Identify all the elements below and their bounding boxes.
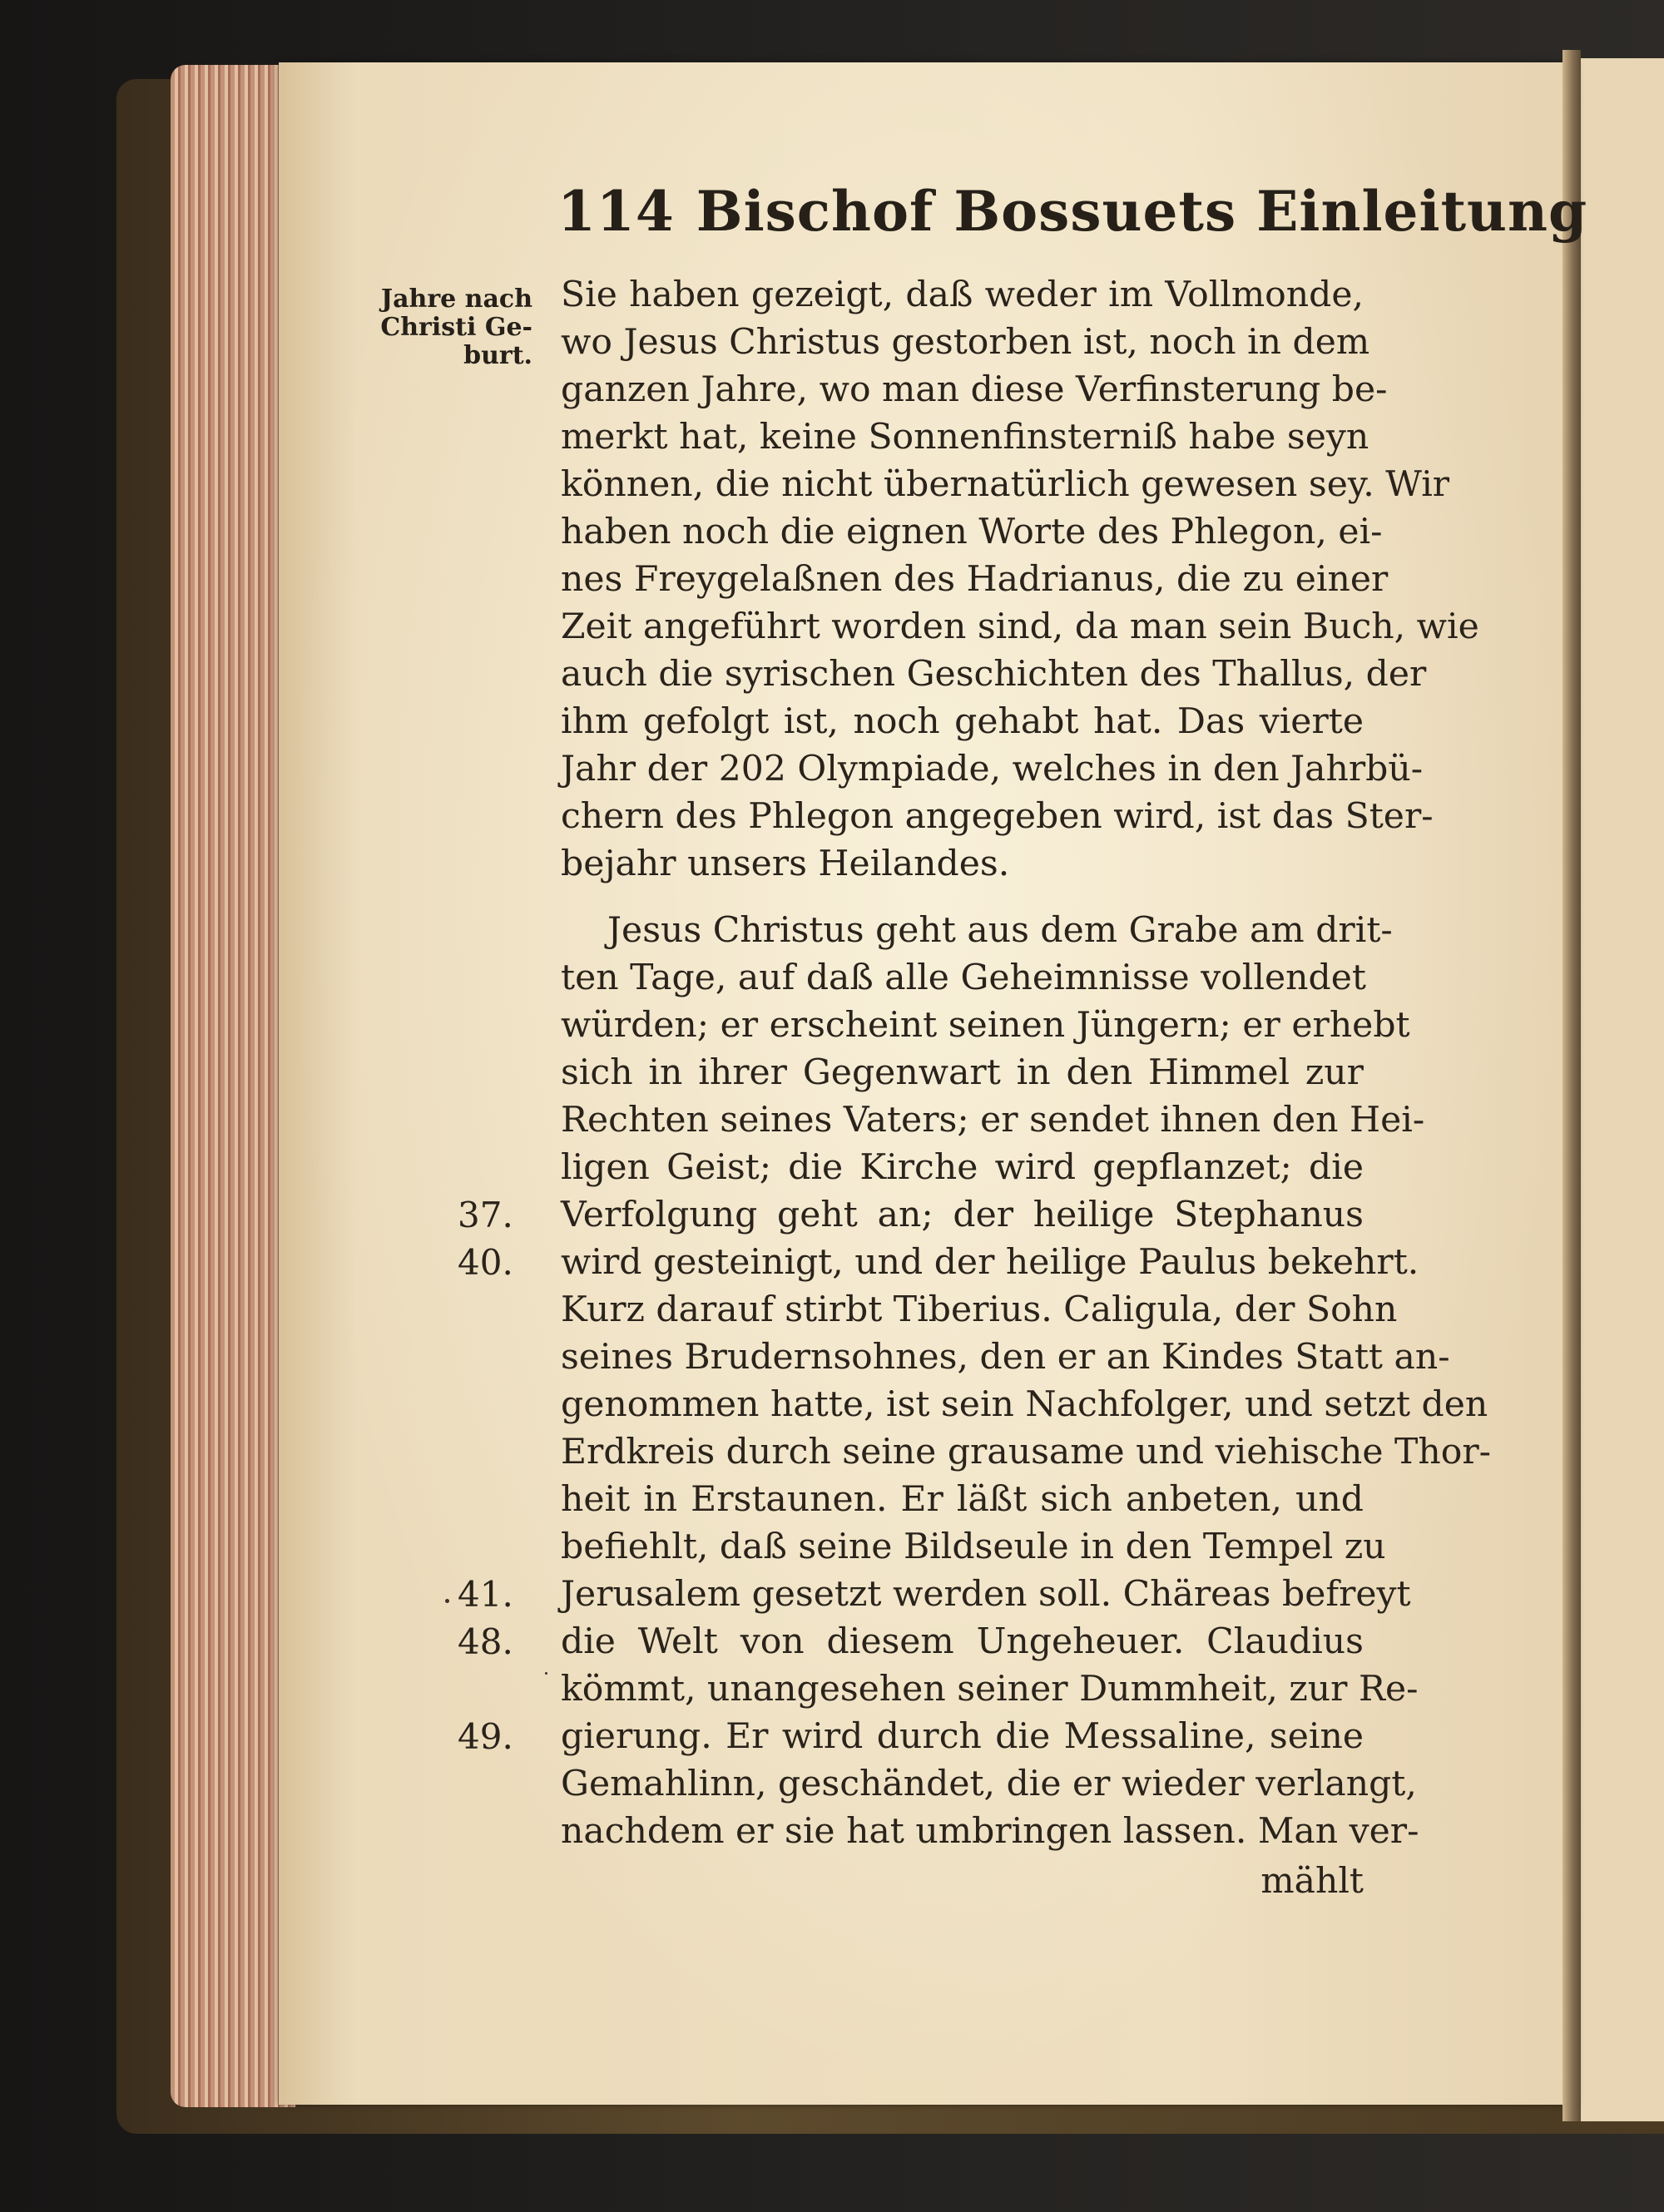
text-line: Erdkreis durch seine grausame und viehische Thor-	[561, 1432, 1491, 1472]
text-line: können, die nicht übernatürlich gewesen sey. Wir	[561, 464, 1450, 505]
catchword: mählt	[1260, 1861, 1364, 1902]
year-marker: 49.	[458, 1716, 513, 1757]
text-line: Sie haben gezeigt, daß weder im Vollmonde,	[561, 275, 1364, 315]
text-line: ganzen Jahre, wo man diese Verfinsterung be-	[561, 369, 1388, 410]
text-line: nachdem er sie hat umbringen lassen. Man ver-	[561, 1811, 1419, 1852]
text-line: befiehlt, daß seine Bildseule in den Tempel zu	[561, 1527, 1386, 1567]
page-block-edges	[171, 65, 295, 2107]
running-header	[557, 179, 1588, 244]
text-line: kömmt, unangesehen seiner Dummheit, zur Re-	[561, 1669, 1419, 1710]
text-line: ihm gefolgt ist, noch gehabt hat. Das vierte	[561, 701, 1364, 742]
text-line: wird gesteinigt, und der heilige Paulus bekehrt.	[561, 1242, 1419, 1283]
text-line: Rechten seines Vaters; er sendet ihnen den Hei-	[561, 1100, 1425, 1141]
text-line: gierung. Er wird durch die Messaline, seine	[561, 1716, 1364, 1757]
text-line: Kurz darauf stirbt Tiberius. Caligula, der Sohn	[561, 1289, 1398, 1330]
year-marker: 41.	[458, 1574, 513, 1615]
margin-note-line: burt.	[463, 341, 532, 370]
header-title: Bischof Bossuets Einleitung	[696, 179, 1588, 244]
text-line: die Welt von diesem Ungeheuer. Claudius	[561, 1621, 1364, 1662]
ink-speck	[545, 1672, 547, 1675]
ink-speck	[445, 1599, 449, 1603]
text-line: würden; er erscheint seinen Jüngern; er erhebt	[561, 1005, 1410, 1046]
text-line: auch die syrischen Geschichten des Thallus, der	[561, 654, 1427, 695]
text-line: ten Tage, auf daß alle Geheimnisse vollendet	[561, 958, 1366, 998]
text-line: ligen Geist; die Kirche wird gepflanzet; die	[561, 1147, 1364, 1188]
text-line: chern des Phlegon angegeben wird, ist das Ster-	[561, 796, 1434, 837]
margin-note-line: Jahre nach	[380, 285, 532, 314]
margin-note	[366, 285, 532, 370]
text-line: sich in ihrer Gegenwart in den Himmel zur	[561, 1052, 1364, 1093]
text-line: seines Brudernsohnes, den er an Kindes Statt an-	[561, 1337, 1450, 1378]
year-marker: 48.	[458, 1621, 513, 1662]
text-line: bejahr unsers Heilandes.	[561, 844, 1010, 884]
text-line: Jerusalem gesetzt werden soll. Chäreas befreyt	[561, 1574, 1411, 1615]
text-line: haben noch die eignen Worte des Phlegon, ei-	[561, 512, 1383, 552]
text-line: Jahr der 202 Olympiade, welches in den Jahrbü-	[561, 749, 1424, 789]
year-marker: 37.	[458, 1195, 513, 1235]
text-line: merkt hat, keine Sonnenfinsterniß habe seyn	[561, 417, 1369, 458]
text-line: Verfolgung geht an; der heilige Stephanus	[561, 1195, 1364, 1235]
page-number: 114	[557, 179, 675, 244]
text-line: Gemahlinn, geschändet, die er wieder verlangt,	[561, 1764, 1417, 1804]
text-line: Zeit angeführt worden sind, da man sein Buch, wie	[561, 606, 1479, 647]
text-line: wo Jesus Christus gestorben ist, noch in dem	[561, 322, 1370, 363]
book-gutter	[1562, 50, 1581, 2121]
year-marker: 40.	[458, 1242, 513, 1283]
facing-page-edge	[1581, 58, 1664, 2121]
margin-note-line: Christi Ge-	[380, 313, 532, 342]
text-line: heit in Erstaunen. Er läßt sich anbeten, und	[561, 1479, 1364, 1520]
text-line: nes Freygelaßnen des Hadrianus, die zu einer	[561, 559, 1389, 600]
text-line: genommen hatte, ist sein Nachfolger, und setzt den	[561, 1384, 1488, 1425]
text-line: Jesus Christus geht aus dem Grabe am drit-	[607, 910, 1393, 951]
